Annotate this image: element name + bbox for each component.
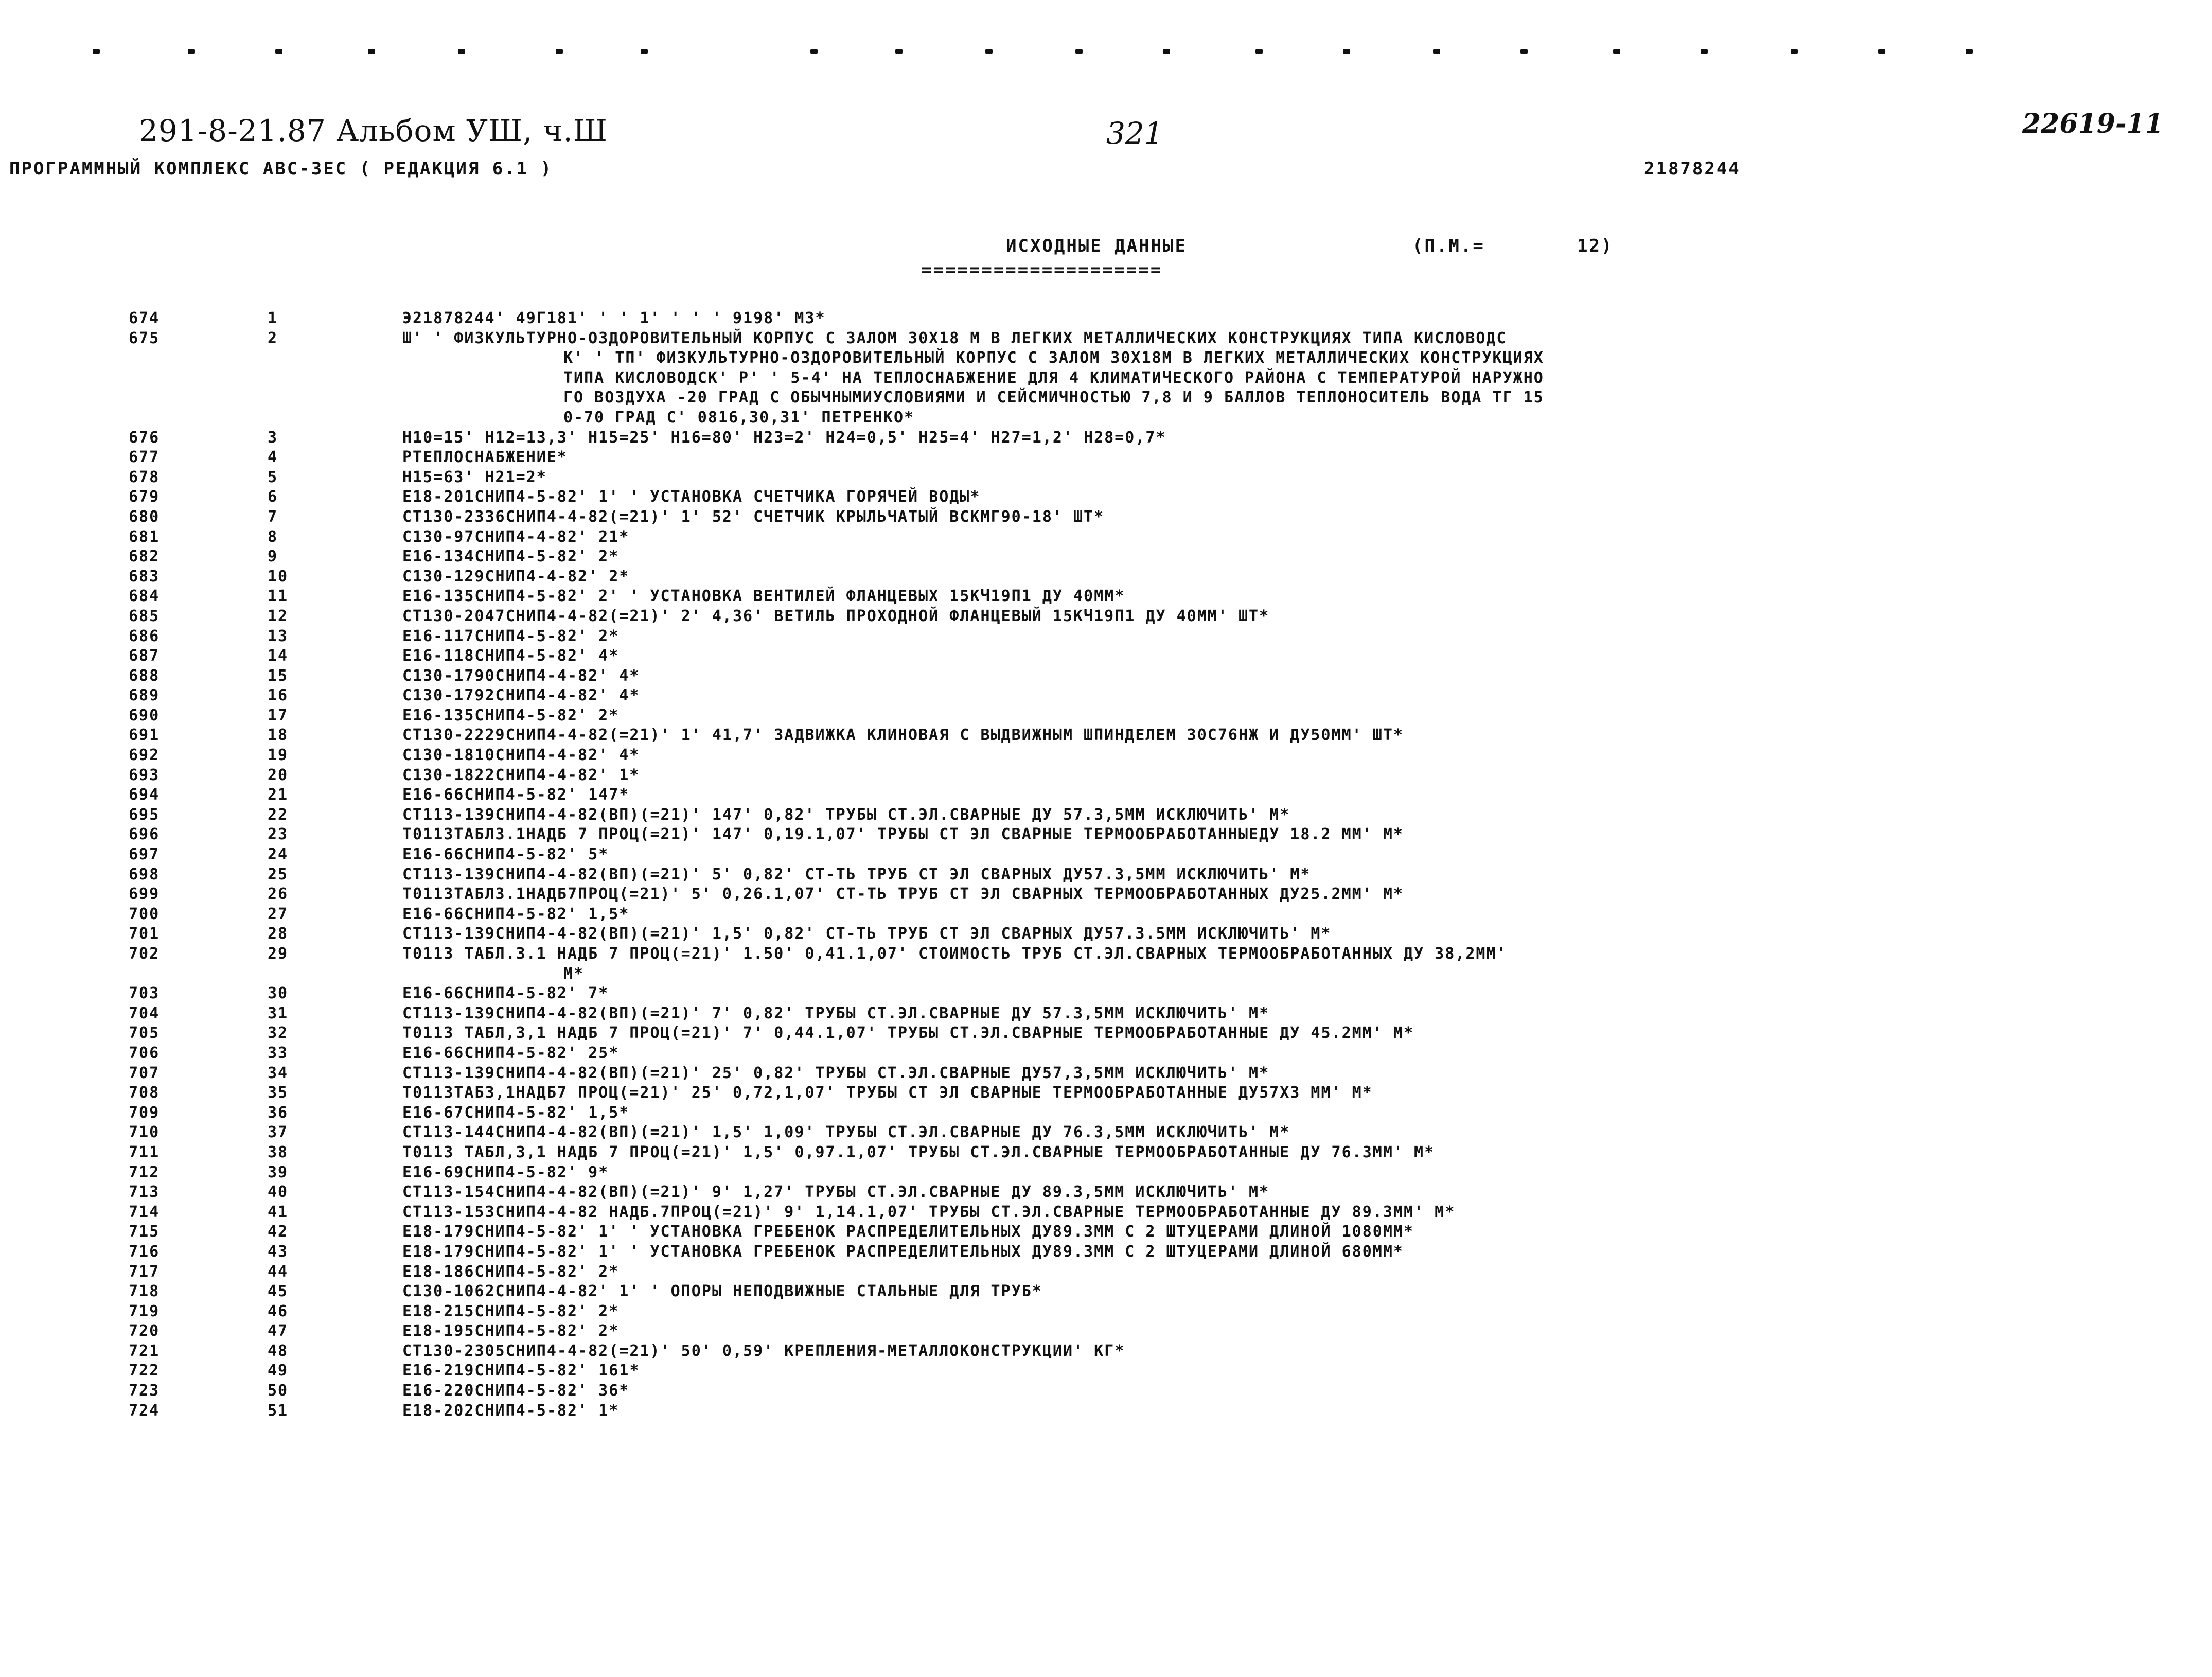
record-index: 30 <box>268 984 289 1003</box>
line-number: 712 <box>129 1163 160 1181</box>
listing-row <box>0 468 2212 488</box>
listing-row <box>0 1044 2212 1064</box>
record-text: СТ130-2047СНИП4-4-82(=21)' 2' 4,36' ВЕТИЛЬ ПРОХОДНОЙ ФЛАНЦЕВЫЙ 15КЧ19П1 ДУ 40ММ' ШТ* <box>402 607 1270 625</box>
listing-row <box>0 547 2212 567</box>
line-number: 700 <box>129 905 160 923</box>
record-index: 10 <box>268 567 289 586</box>
record-index: 4 <box>268 448 278 467</box>
line-number: 696 <box>129 825 160 844</box>
line-number: 722 <box>129 1362 160 1380</box>
program-complex-line: ПРОГРАММНЫЙ КОМПЛЕКС АВС-3ЕС ( РЕДАКЦИЯ 6.1 ) <box>9 158 553 179</box>
scan-dot <box>93 49 100 54</box>
record-text: Е18-179СНИП4-5-82' 1' ' УСТАНОВКА ГРЕБЕНОК РАСПРЕДЕЛИТЕЛЬНЫХ ДУ89.3ММ С 2 ШТУЦЕРАМИ ДЛИНОЙ 1080ММ* <box>402 1223 1414 1241</box>
line-number: 709 <box>129 1103 160 1122</box>
record-index: 25 <box>268 865 289 884</box>
record-index: 28 <box>268 925 289 943</box>
scan-dot <box>1613 49 1620 54</box>
record-text: Н10=15' Н12=13,3' Н15=25' Н16=80' Н23=2' Н24=0,5' Н25=4' Н27=1,2' Н28=0,7* <box>402 428 1166 447</box>
listing-row <box>0 726 2212 746</box>
object-id: 21878244 <box>1644 158 1741 179</box>
listing-row <box>0 448 2212 468</box>
record-index: 38 <box>268 1143 289 1161</box>
record-text: Е16-66СНИП4-5-82' 5* <box>402 845 609 864</box>
record-text: СТ113-139СНИП4-4-82(ВП)(=21)' 25' 0,82' ТРУБЫ СТ.ЭЛ.СВАРНЫЕ ДУ57,3,5ММ ИСКЛЮЧИТЬ' М* <box>402 1064 1270 1082</box>
record-text: Е16-118СНИП4-5-82' 4* <box>402 647 620 665</box>
line-number: 681 <box>129 527 160 546</box>
line-number: 691 <box>129 726 160 745</box>
line-number: 693 <box>129 766 160 784</box>
record-text: Е16-66СНИП4-5-82' 7* <box>402 984 609 1003</box>
record-index: 26 <box>268 885 289 904</box>
pm-label: (П.М.= <box>1412 236 1485 256</box>
listing-continuation-row <box>0 368 2212 389</box>
listing-row <box>0 1143 2212 1163</box>
line-number: 689 <box>129 686 160 705</box>
line-number: 710 <box>129 1123 160 1142</box>
listing-row <box>0 587 2212 607</box>
record-text: СТ113-139СНИП4-4-82(ВП)(=21)' 5' 0,82' СТ-ТЬ ТРУБ СТ ЭЛ СВАРНЫХ ДУ57.3,5ММ ИСКЛЮЧИТЬ' М* <box>402 865 1311 884</box>
record-index: 46 <box>268 1302 289 1320</box>
record-index: 40 <box>268 1183 289 1202</box>
record-index: 15 <box>268 666 289 685</box>
listing-continuation-row <box>0 388 2212 408</box>
listing-row <box>0 487 2212 507</box>
listing-row <box>0 1341 2212 1362</box>
record-index: 39 <box>268 1163 289 1181</box>
listing-continuation-row <box>0 408 2212 428</box>
line-number: 683 <box>129 567 160 586</box>
record-text: Е16-220СНИП4-5-82' 36* <box>402 1382 630 1400</box>
scan-dot <box>275 49 282 54</box>
record-text: СТ113-153СНИП4-4-82 НАДБ.7ПРОЦ(=21)' 9' 1,14.1,07' ТРУБЫ СТ.ЭЛ.СВАРНЫЕ ТЕРМООБРАБОТАННЫЕ ДУ 89.3ММ' М* <box>402 1203 1456 1221</box>
scan-edge-dots <box>0 49 2212 59</box>
record-text: Т0113 ТАБЛ,3,1 НАДБ 7 ПРОЦ(=21)' 1,5' 0,97.1,07' ТРУБЫ СТ.ЭЛ.СВАРНЫЕ ТЕРМООБРАБОТАННЫЕ ДУ 76.3ММ' М* <box>402 1143 1435 1161</box>
scan-dot <box>1433 49 1440 54</box>
record-text: Е18-202СНИП4-5-82' 1* <box>402 1401 620 1420</box>
page-number: 321 <box>1106 116 1163 151</box>
line-number: 719 <box>129 1302 160 1320</box>
record-index: 20 <box>268 766 289 784</box>
scan-dot <box>1163 49 1170 54</box>
scan-dot <box>1343 49 1350 54</box>
listing-row <box>0 845 2212 865</box>
listing-row <box>0 607 2212 627</box>
record-text: СТ113-154СНИП4-4-82(ВП)(=21)' 9' 1,27' ТРУБЫ СТ.ЭЛ.СВАРНЫЕ ДУ 89.3,5ММ ИСКЛЮЧИТЬ' М* <box>402 1183 1270 1202</box>
listing-row <box>0 924 2212 944</box>
record-index: 19 <box>268 746 289 765</box>
record-text: Е16-66СНИП4-5-82' 1,5* <box>402 905 630 923</box>
listing-row <box>0 507 2212 527</box>
record-text: С130-129СНИП4-4-82' 2* <box>402 567 630 586</box>
record-text: СТ130-2229СНИП4-4-82(=21)' 1' 41,7' ЗАДВИЖКА КЛИНОВАЯ С ВЫДВИЖНЫМ ШПИНДЕЛЕМ 30С76НЖ И ДУ50ММ' ШТ* <box>402 726 1404 745</box>
listing-row <box>0 1023 2212 1044</box>
record-index: 13 <box>268 627 289 645</box>
record-text: Н15=63' Н21=2* <box>402 468 547 486</box>
record-index: 11 <box>268 587 289 606</box>
record-text: С130-97СНИП4-4-82' 21* <box>402 527 630 546</box>
record-index: 29 <box>268 945 289 963</box>
line-number: 713 <box>129 1183 160 1202</box>
listing-row <box>0 785 2212 805</box>
record-index: 33 <box>268 1044 289 1062</box>
record-index: 24 <box>268 845 289 864</box>
line-number: 676 <box>129 428 160 447</box>
listing-row <box>0 766 2212 786</box>
listing-row <box>0 1064 2212 1084</box>
line-number: 715 <box>129 1223 160 1241</box>
record-index: 42 <box>268 1223 289 1241</box>
record-text: Е18-201СНИП4-5-82' 1' ' УСТАНОВКА СЧЕТЧИКА ГОРЯЧЕЙ ВОДЫ* <box>402 488 981 506</box>
line-number: 723 <box>129 1382 160 1400</box>
record-text: 0-70 ГРАД С' 0816,30,31' ПЕТРЕНКО* <box>563 408 915 427</box>
record-text: Е16-66СНИП4-5-82' 25* <box>402 1044 620 1062</box>
record-text: Т0113ТАБЛ3.1НАДБ7ПРОЦ(=21)' 5' 0,26.1,07' СТ-ТЬ ТРУБ СТ ЭЛ СВАРНЫХ ТЕРМООБРАБОТАННЫХ ДУ25.2ММ' М* <box>402 885 1404 904</box>
scan-dot <box>1075 49 1083 54</box>
listing-row <box>0 1203 2212 1223</box>
listing-row <box>0 686 2212 706</box>
scan-dot <box>1791 49 1798 54</box>
scan-dot <box>985 49 993 54</box>
record-text: Е18-179СНИП4-5-82' 1' ' УСТАНОВКА ГРЕБЕНОК РАСПРЕДЕЛИТЕЛЬНЫХ ДУ89.3ММ С 2 ШТУЦЕРАМИ ДЛИНОЙ 680ММ* <box>402 1242 1404 1261</box>
record-text: Е16-219СНИП4-5-82' 161* <box>402 1362 640 1380</box>
record-text: Е16-67СНИП4-5-82' 1,5* <box>402 1103 630 1122</box>
pm-value: 12) <box>1577 236 1614 256</box>
record-index: 48 <box>268 1341 289 1360</box>
album-reference: 291-8-21.87 Альбом УШ, ч.Ш <box>139 113 608 148</box>
section-title-underline: ==================== <box>921 260 1163 280</box>
record-index: 27 <box>268 905 289 923</box>
scan-dot <box>1520 49 1528 54</box>
record-text: Е16-69СНИП4-5-82' 9* <box>402 1163 609 1181</box>
record-index: 17 <box>268 706 289 725</box>
line-number: 674 <box>129 309 160 327</box>
scan-dot <box>556 49 563 54</box>
listing-row <box>0 567 2212 587</box>
record-index: 7 <box>268 507 278 526</box>
scan-dot <box>641 49 648 54</box>
record-index: 36 <box>268 1103 289 1122</box>
listing-row <box>0 646 2212 666</box>
line-number: 718 <box>129 1282 160 1301</box>
record-text: Е16-117СНИП4-5-82' 2* <box>402 627 620 645</box>
scan-dot <box>188 49 195 54</box>
record-text: СТ130-2305СНИП4-4-82(=21)' 50' 0,59' КРЕПЛЕНИЯ-МЕТАЛЛОКОНСТРУКЦИИ' КГ* <box>402 1341 1125 1360</box>
line-number: 714 <box>129 1203 160 1221</box>
listing-row <box>0 627 2212 647</box>
listing-row <box>0 865 2212 885</box>
record-index: 35 <box>268 1084 289 1102</box>
record-text: Ш' ' ФИЗКУЛЬТУРНО-ОЗДОРОВИТЕЛЬНЫЙ КОРПУС С ЗАЛОМ 30Х18 М В ЛЕГКИХ МЕТАЛЛИЧЕСКИХ КОНСТРУКЦИЯХ ТИПА КИСЛОВОДС <box>402 329 1507 347</box>
record-index: 2 <box>268 329 278 347</box>
listing-row <box>0 666 2212 686</box>
record-text: СТ113-139СНИП4-4-82(ВП)(=21)' 1,5' 0,82' СТ-ТЬ ТРУБ СТ ЭЛ СВАРНЫХ ДУ57.3.5ММ ИСКЛЮЧИТЬ' М* <box>402 925 1332 943</box>
record-text: С130-1790СНИП4-4-82' 4* <box>402 666 640 685</box>
record-index: 8 <box>268 527 278 546</box>
line-number: 686 <box>129 627 160 645</box>
record-index: 31 <box>268 1004 289 1022</box>
record-text: Е18-186СНИП4-5-82' 2* <box>402 1262 620 1281</box>
listing-continuation-row <box>0 964 2212 984</box>
scan-dot <box>895 49 903 54</box>
line-number: 704 <box>129 1004 160 1022</box>
listing-row <box>0 1083 2212 1103</box>
record-text: Т0113 ТАБЛ.3.1 НАДБ 7 ПРОЦ(=21)' 1.50' 0,41.1,07' СТОИМОСТЬ ТРУБ СТ.ЭЛ.СВАРНЫХ ТЕРМООБРАБОТАННЫХ ДУ 38,2ММ' <box>402 945 1507 963</box>
scan-dot <box>810 49 818 54</box>
record-text: Е16-66СНИП4-5-82' 147* <box>402 786 630 804</box>
record-index: 41 <box>268 1203 289 1221</box>
line-number: 702 <box>129 945 160 963</box>
line-number: 720 <box>129 1322 160 1340</box>
record-text: СТ113-144СНИП4-4-82(ВП)(=21)' 1,5' 1,09' ТРУБЫ СТ.ЭЛ.СВАРНЫЕ ДУ 76.3,5ММ ИСКЛЮЧИТЬ' М* <box>402 1123 1290 1142</box>
listing-row <box>0 1163 2212 1183</box>
record-text: Э21878244' 49Г181' ' ' 1' ' ' ' 9198' М3* <box>402 309 826 327</box>
line-number: 687 <box>129 647 160 665</box>
record-index: 18 <box>268 726 289 745</box>
record-index: 9 <box>268 548 278 566</box>
line-number: 721 <box>129 1341 160 1360</box>
listing-row <box>0 1401 2212 1421</box>
listing-row <box>0 825 2212 845</box>
record-index: 16 <box>268 686 289 705</box>
record-text: Т0113ТАБ3,1НАДБ7 ПРОЦ(=21)' 25' 0,72,1,07' ТРУБЫ СТ ЭЛ СВАРНЫЕ ТЕРМООБРАБОТАННЫЕ ДУ57Х3 ММ' М* <box>402 1084 1373 1102</box>
record-text: СТ113-139СНИП4-4-82(ВП)(=21)' 147' 0,82' ТРУБЫ СТ.ЭЛ.СВАРНЫЕ ДУ 57.3,5ММ ИСКЛЮЧИТЬ' М* <box>402 805 1290 824</box>
line-number: 685 <box>129 607 160 625</box>
line-number: 698 <box>129 865 160 884</box>
line-number: 701 <box>129 925 160 943</box>
record-text: К' ' ТП' ФИЗКУЛЬТУРНО-ОЗДОРОВИТЕЛЬНЫЙ КОРПУС С ЗАЛОМ 30Х18М В ЛЕГКИХ МЕТАЛЛИЧЕСКИХ КОНСТРУКЦИЯХ <box>563 349 1544 367</box>
record-index: 12 <box>268 607 289 625</box>
listing-row <box>0 1222 2212 1242</box>
record-text: С130-1792СНИП4-4-82' 4* <box>402 686 640 705</box>
listing-row <box>0 1123 2212 1143</box>
listing-row <box>0 805 2212 825</box>
line-number: 697 <box>129 845 160 864</box>
section-title: ИСХОДНЫЕ ДАННЫЕ <box>1006 236 1188 256</box>
line-number: 703 <box>129 984 160 1003</box>
record-index: 21 <box>268 786 289 804</box>
record-index: 32 <box>268 1024 289 1043</box>
listing-row <box>0 1004 2212 1024</box>
record-text: Е16-135СНИП4-5-82' 2* <box>402 706 620 725</box>
listing-row <box>0 1242 2212 1262</box>
line-number: 708 <box>129 1084 160 1102</box>
listing-row <box>0 944 2212 964</box>
line-number: 724 <box>129 1401 160 1420</box>
listing-row <box>0 905 2212 925</box>
line-number: 707 <box>129 1064 160 1082</box>
line-number: 680 <box>129 507 160 526</box>
listing-row <box>0 885 2212 905</box>
line-number: 705 <box>129 1024 160 1043</box>
listing-row <box>0 1103 2212 1123</box>
line-number: 682 <box>129 548 160 566</box>
line-number: 717 <box>129 1262 160 1281</box>
line-number: 675 <box>129 329 160 347</box>
line-number: 690 <box>129 706 160 725</box>
listing-row <box>0 746 2212 766</box>
record-text: ТИПА КИСЛОВОДСК' Р' ' 5-4' НА ТЕПЛОСНАБЖЕНИЕ ДЛЯ 4 КЛИМАТИЧЕСКОГО РАЙОНА С ТЕМПЕРАТУРОЙ НАРУЖНО <box>563 368 1544 387</box>
record-text: М* <box>563 964 585 983</box>
listing-row <box>0 1361 2212 1381</box>
listing-row <box>0 1262 2212 1282</box>
record-index: 34 <box>268 1064 289 1082</box>
record-index: 23 <box>268 825 289 844</box>
listing-continuation-row <box>0 348 2212 368</box>
record-text: С130-1810СНИП4-4-82' 4* <box>402 746 640 765</box>
scan-dot <box>1966 49 1973 54</box>
listing-row <box>0 428 2212 448</box>
record-index: 22 <box>268 805 289 824</box>
line-number: 711 <box>129 1143 160 1161</box>
listing-row <box>0 706 2212 726</box>
line-number: 716 <box>129 1242 160 1261</box>
listing-row <box>0 984 2212 1004</box>
record-text: С130-1062СНИП4-4-82' 1' ' ОПОРЫ НЕПОДВИЖНЫЕ СТАЛЬНЫЕ ДЛЯ ТРУБ* <box>402 1282 1042 1301</box>
record-index: 51 <box>268 1401 289 1420</box>
record-text: Е18-215СНИП4-5-82' 2* <box>402 1302 620 1320</box>
record-text: Е18-195СНИП4-5-82' 2* <box>402 1322 620 1340</box>
line-number: 684 <box>129 587 160 606</box>
line-number: 695 <box>129 805 160 824</box>
line-number: 677 <box>129 448 160 467</box>
record-index: 44 <box>268 1262 289 1281</box>
record-text: Т0113 ТАБЛ,3,1 НАДБ 7 ПРОЦ(=21)' 7' 0,44.1,07' ТРУБЫ СТ.ЭЛ.СВАРНЫЕ ТЕРМООБРАБОТАННЫЕ ДУ 45.2ММ' М* <box>402 1024 1414 1043</box>
listing-row <box>0 1381 2212 1401</box>
record-index: 47 <box>268 1322 289 1340</box>
listing-row <box>0 1302 2212 1322</box>
record-index: 14 <box>268 647 289 665</box>
record-index: 50 <box>268 1382 289 1400</box>
record-index: 43 <box>268 1242 289 1261</box>
listing-row <box>0 329 2212 349</box>
line-number: 679 <box>129 488 160 506</box>
record-index: 1 <box>268 309 278 327</box>
scan-dot <box>458 49 465 54</box>
scan-dot <box>1255 49 1263 54</box>
record-index: 3 <box>268 428 278 447</box>
listing-row <box>0 527 2212 548</box>
line-number: 706 <box>129 1044 160 1062</box>
listing-row <box>0 1321 2212 1341</box>
line-number: 699 <box>129 885 160 904</box>
record-text: СТ130-2336СНИП4-4-82(=21)' 1' 52' СЧЕТЧИК КРЫЛЬЧАТЫЙ ВСКМГ90-18' ШТ* <box>402 507 1105 526</box>
line-number: 688 <box>129 666 160 685</box>
record-text: Е16-135СНИП4-5-82' 2' ' УСТАНОВКА ВЕНТИЛЕЙ ФЛАНЦЕВЫХ 15КЧ19П1 ДУ 40ММ* <box>402 587 1125 606</box>
record-text: Е16-134СНИП4-5-82' 2* <box>402 548 620 566</box>
record-index: 5 <box>268 468 278 486</box>
record-text: РТЕПЛОСНАБЖЕНИЕ* <box>402 448 568 467</box>
line-number: 694 <box>129 786 160 804</box>
line-number: 678 <box>129 468 160 486</box>
line-number: 692 <box>129 746 160 765</box>
listing-row <box>0 309 2212 329</box>
listing-row <box>0 1182 2212 1203</box>
record-text: Т0113ТАБЛ3.1НАДБ 7 ПРОЦ(=21)' 147' 0,19.1,07' ТРУБЫ СТ ЭЛ СВАРНЫЕ ТЕРМООБРАБОТАННЫЕДУ 18.2 ММ' М* <box>402 825 1404 844</box>
record-text: С130-1822СНИП4-4-82' 1* <box>402 766 640 784</box>
input-data-listing <box>0 309 2212 1421</box>
scan-dot <box>368 49 375 54</box>
document-code: 22619-11 <box>2022 108 2164 139</box>
listing-row <box>0 1282 2212 1302</box>
record-text: СТ113-139СНИП4-4-82(ВП)(=21)' 7' 0,82' ТРУБЫ СТ.ЭЛ.СВАРНЫЕ ДУ 57.3,5ММ ИСКЛЮЧИТЬ' М* <box>402 1004 1270 1022</box>
record-index: 6 <box>268 488 278 506</box>
record-text: ГО ВОЗДУХА -20 ГРАД С ОБЫЧНЫМИУСЛОВИЯМИ И СЕЙСМИЧНОСТЬЮ 7,8 И 9 БАЛЛОВ ТЕПЛОНОСИТЕЛЬ ВОДА ТГ 15 <box>563 389 1544 407</box>
record-index: 49 <box>268 1362 289 1380</box>
scan-dot <box>1878 49 1885 54</box>
scan-dot <box>1701 49 1708 54</box>
record-index: 37 <box>268 1123 289 1142</box>
record-index: 45 <box>268 1282 289 1301</box>
